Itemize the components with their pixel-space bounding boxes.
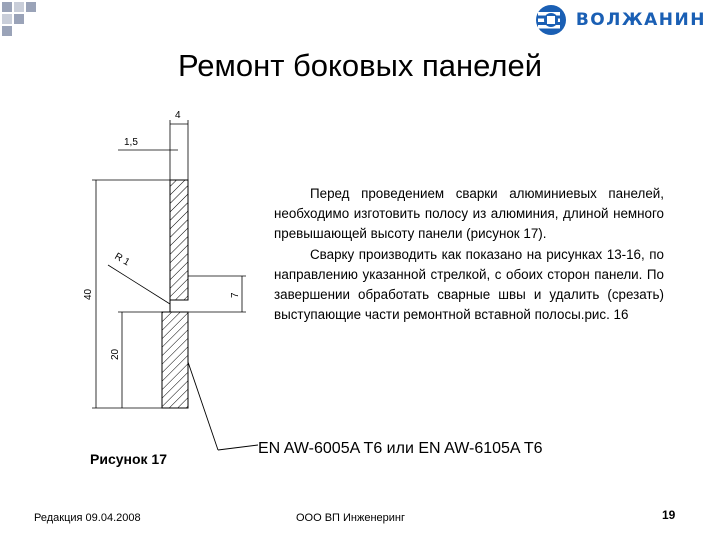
logo-text: ВОЛЖАНИН — [575, 10, 706, 30]
paragraph-1: Перед проведением сварки алюминиевых панелей, необходимо изготовить полосу из алюминия, длиной немного превышающей высоту панели (рисунок 17). — [274, 186, 664, 242]
footer-company: ООО ВП Инженеринг — [296, 512, 406, 524]
figure-caption: Рисунок 17 — [90, 451, 167, 467]
dim-step-height: 7 — [230, 292, 241, 298]
company-logo — [534, 2, 706, 38]
dim-top-offset: 1,5 — [124, 137, 138, 148]
material-spec: EN AW-6005A T6 или EN AW-6105A T6 — [258, 440, 543, 457]
corner-decoration — [0, 0, 60, 40]
dim-radius: R 1 — [112, 251, 132, 269]
dim-lower-height: 20 — [110, 348, 121, 360]
page-title: Ремонт боковых панелей — [177, 48, 543, 83]
upper-section — [170, 180, 188, 300]
footer-edition: Редакция 09.04.2008 — [34, 512, 141, 524]
paragraph-2: Сварку производить как показано на рисунках 13-16, по направлению указанной стрелкой, с обоих сторон панели. По завершении обработать сварные швы и удалить (срезать) выступающие части ремонтной вставной полосы.рис. 16 — [274, 246, 664, 323]
lower-section — [162, 312, 188, 408]
dim-top-width: 4 — [175, 110, 181, 121]
volzhanin-logo-icon — [534, 3, 568, 37]
dim-total-height: 40 — [83, 288, 94, 300]
profile-drawing — [78, 100, 258, 460]
page-number: 19 — [662, 508, 676, 522]
instruction-text — [274, 184, 664, 325]
